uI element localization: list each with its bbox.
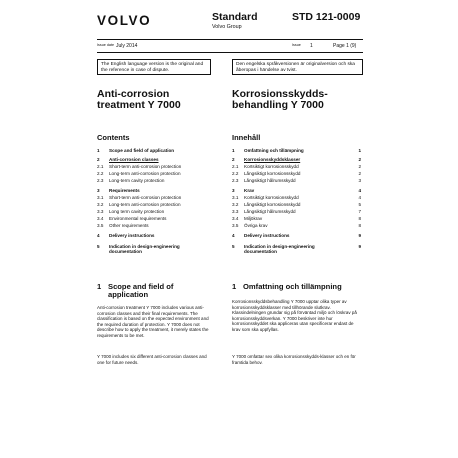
toc-number: 2 [97, 157, 100, 162]
toc-label: Anti-corrosion classes [109, 157, 159, 162]
toc-number: 2.3 [97, 178, 104, 183]
toc-swedish [232, 148, 363, 268]
section1-paragraph2-english: Y 7000 includes six different anti-corrosion classes and one for future needs. [97, 354, 207, 365]
standard-number: STD 121-0009 [292, 11, 361, 23]
doc-type: Standard [212, 11, 258, 23]
group-name: Volvo Group [212, 24, 242, 30]
toc-page: 4 [358, 195, 361, 200]
toc-page: 8 [358, 223, 361, 228]
toc-number: 4 [97, 233, 100, 238]
toc-page: 7 [358, 209, 361, 214]
toc-label: Kortsiktigt korrosionsskydd [244, 195, 299, 200]
toc-number: 2.1 [97, 164, 104, 169]
volvo-logo: VOLVO [97, 13, 152, 28]
note-swedish: Den engelska språkversionen är originalversion och ska åberopas i händelse av tvist. [232, 59, 363, 75]
title-english: Anti-corrosion treatment Y 7000 [97, 88, 181, 111]
toc-page: 4 [358, 188, 361, 193]
toc-label: Requirements [109, 188, 140, 193]
toc-number: 3.2 [232, 202, 239, 207]
toc-label: Långsiktigt hålrumsskydd [244, 178, 296, 183]
toc-number: 5 [232, 244, 235, 249]
issue-value: 1 [310, 43, 313, 49]
toc-number: 3.3 [232, 209, 239, 214]
toc-number: 3.1 [97, 195, 104, 200]
toc-label: Environmental requirements [109, 216, 167, 221]
contents-heading-english: Contents [97, 133, 130, 142]
toc-label: Delivery instructions [244, 233, 290, 238]
toc-number: 3 [97, 188, 100, 193]
toc-number: 2 [232, 157, 235, 162]
toc-page: 2 [358, 164, 361, 169]
toc-number: 3.4 [97, 216, 104, 221]
meta-rule [97, 52, 363, 53]
section1-paragraph1-english: Anti-corrosion treatment Y 7000 includes various anti-corrosion classes and their final requirements. The classification is based on the expected environment and the required duration of protection. Y 7000 does not describe how to apply the treatment, it merely states the requirements to be met. [97, 305, 209, 338]
toc-number: 3.1 [232, 195, 239, 200]
issue-date-value: July 2014 [116, 43, 138, 49]
toc-number: 5 [97, 244, 100, 249]
toc-page: 2 [358, 157, 361, 162]
toc-label: Long-term anti-corrosion protection [109, 202, 181, 207]
toc-label: Other requirements [109, 223, 149, 228]
toc-label: Kortsiktigt korrosionsskydd [244, 164, 299, 169]
toc-number: 3.5 [97, 223, 104, 228]
toc-number: 3.4 [232, 216, 239, 221]
note-english: The English language version is the original and the reference in case of dispute. [97, 59, 211, 75]
title-swedish: Korrosionsskydds-behandling Y 7000 [232, 88, 328, 111]
toc-label: Övriga krav [244, 223, 268, 228]
toc-label: Krav [244, 188, 255, 193]
section1-title-english: Scope and field of application [108, 282, 174, 300]
toc-english [97, 148, 217, 268]
issue-date-label: Issue date [97, 43, 115, 47]
toc-label: Short-term anti-corrosion protection [109, 195, 182, 200]
issue-label: Issue [292, 43, 301, 47]
contents-heading-swedish: Innehåll [232, 133, 261, 142]
toc-label: Omfattning och tillämpning [244, 148, 304, 153]
toc-label: Miljökrav [244, 216, 263, 221]
section1-number-english: 1 [97, 282, 102, 291]
toc-number: 1 [232, 148, 235, 153]
toc-page: 9 [358, 233, 361, 238]
toc-number: 3.5 [232, 223, 239, 228]
toc-number: 2.3 [232, 178, 239, 183]
toc-label: Long-term anti-corrosion protection [109, 171, 181, 176]
toc-number: 2.2 [97, 171, 104, 176]
toc-page: 9 [358, 244, 361, 249]
toc-label: Långsiktigt korrosionsskydd [244, 171, 301, 176]
toc-number: 3.3 [97, 209, 104, 214]
section1-paragraph1-swedish: Korrosionsskyddsbehandling Y 7000 upptar olika typer av korrosionsskyddsklasser med tillhörande slutkrav. Klassindelningen grundar sig på förväntad miljö och löskrav på korrosionsskyddsverkan. Y 7000 beskriver inte hur korrosionsskyddet ska appliceras utan specificerar endast de krav som ska uppfyllas. [232, 299, 357, 332]
toc-number: 2.1 [232, 164, 239, 169]
toc-number: 3.2 [97, 202, 104, 207]
toc-label: Long-term cavity protection [109, 178, 165, 183]
toc-number: 1 [97, 148, 100, 153]
toc-page: 2 [358, 171, 361, 176]
toc-page: 1 [358, 148, 361, 153]
toc-page: 8 [358, 216, 361, 221]
toc-label: Long term cavity protection [109, 209, 165, 214]
toc-label: Korrosionsskyddsklasser [244, 157, 301, 162]
toc-label: Långsiktigt korrosionsskydd [244, 202, 301, 207]
page-number: Page 1 (9) [333, 43, 357, 49]
section1-number-swedish: 1 [232, 282, 237, 291]
toc-number: 2.2 [232, 171, 239, 176]
toc-label: Scope and field of application [109, 148, 175, 153]
toc-label: Indication in design-engineering documentation [244, 244, 315, 254]
toc-number: 3 [232, 188, 235, 193]
toc-label: Långsiktigt hålrumsskydd [244, 209, 296, 214]
toc-page: 3 [358, 178, 361, 183]
toc-number: 4 [232, 233, 235, 238]
toc-label: Indication in design-engineering documentation [109, 244, 180, 254]
header-rule [97, 39, 363, 40]
section1-paragraph2-swedish: Y 7000 omfattar sex olika korrosionsskydds-klasser och en för framtida behov. [232, 354, 356, 365]
toc-page: 5 [358, 202, 361, 207]
toc-label: Delivery instructions [109, 233, 155, 238]
section1-title-swedish: Omfattning och tillämpning [243, 282, 342, 291]
toc-label: Short-term anti-corrosion protection [109, 164, 182, 169]
